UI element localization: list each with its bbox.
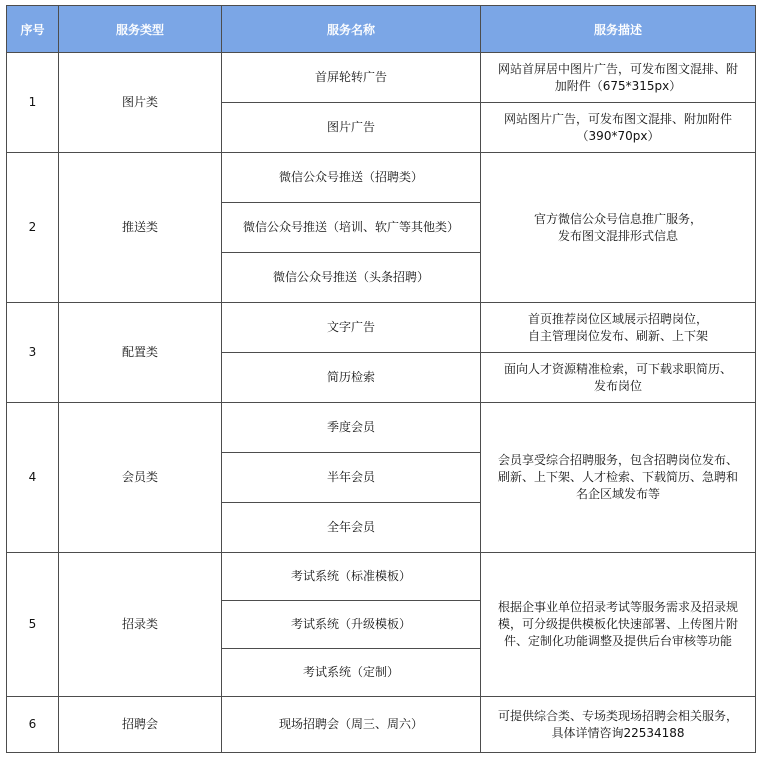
row-number: 5 xyxy=(7,553,59,697)
service-type: 配置类 xyxy=(59,303,222,403)
row-number: 4 xyxy=(7,403,59,553)
header-name: 服务名称 xyxy=(222,6,481,53)
table-row xyxy=(7,153,756,203)
row-number: 1 xyxy=(7,53,59,153)
header-type: 服务类型 xyxy=(59,6,222,53)
service-desc: 网站图片广告，可发布图文混排、附加附件 （390*70px） xyxy=(481,103,756,153)
service-desc: 网站首屏居中图片广告，可发布图文混排、附 加附件（675*315px） xyxy=(481,53,756,103)
table-row xyxy=(7,697,756,753)
service-name: 文字广告 xyxy=(222,303,481,353)
service-name: 现场招聘会（周三、周六） xyxy=(222,697,481,753)
service-desc: 首页推荐岗位区域展示招聘岗位， 自主管理岗位发布、刷新、上下架 xyxy=(481,303,756,353)
service-desc: 面向人才资源精准检索，可下载求职简历、 发布岗位 xyxy=(481,353,756,403)
service-name: 半年会员 xyxy=(222,453,481,503)
header-desc: 服务描述 xyxy=(481,6,756,53)
row-number: 3 xyxy=(7,303,59,403)
service-type: 招聘会 xyxy=(59,697,222,753)
table-row xyxy=(7,403,756,453)
service-desc: 可提供综合类、专场类现场招聘会相关服务， 具体详情咨询22534188 xyxy=(481,697,756,753)
service-type: 图片类 xyxy=(59,53,222,153)
service-name: 图片广告 xyxy=(222,103,481,153)
service-name: 考试系统（标准模板） xyxy=(222,553,481,601)
row-number: 2 xyxy=(7,153,59,303)
service-name: 考试系统（定制） xyxy=(222,649,481,697)
table-row xyxy=(7,53,756,103)
service-table xyxy=(6,5,756,753)
service-name: 考试系统（升级模板） xyxy=(222,601,481,649)
service-name: 简历检索 xyxy=(222,353,481,403)
header-no: 序号 xyxy=(7,6,59,53)
service-desc: 会员享受综合招聘服务，包含招聘岗位发布、 刷新、上下架、人才检索、下载简历、急聘和 名企区域发布等 xyxy=(481,403,756,553)
service-name: 微信公众号推送（培训、软广等其他类） xyxy=(222,203,481,253)
service-type: 会员类 xyxy=(59,403,222,553)
service-name: 微信公众号推送（头条招聘） xyxy=(222,253,481,303)
header-row xyxy=(7,6,756,53)
table-row xyxy=(7,553,756,601)
service-name: 微信公众号推送（招聘类） xyxy=(222,153,481,203)
row-number: 6 xyxy=(7,697,59,753)
service-type: 推送类 xyxy=(59,153,222,303)
table-row xyxy=(7,303,756,353)
service-name: 首屏轮转广告 xyxy=(222,53,481,103)
service-name: 全年会员 xyxy=(222,503,481,553)
service-desc: 官方微信公众号信息推广服务， 发布图文混排形式信息 xyxy=(481,153,756,303)
service-desc: 根据企事业单位招录考试等服务需求及招录规 模，可分级提供模板化快速部署、上传图片附 件、定制化功能调整及提供后台审核等功能 xyxy=(481,553,756,697)
service-name: 季度会员 xyxy=(222,403,481,453)
service-type: 招录类 xyxy=(59,553,222,697)
